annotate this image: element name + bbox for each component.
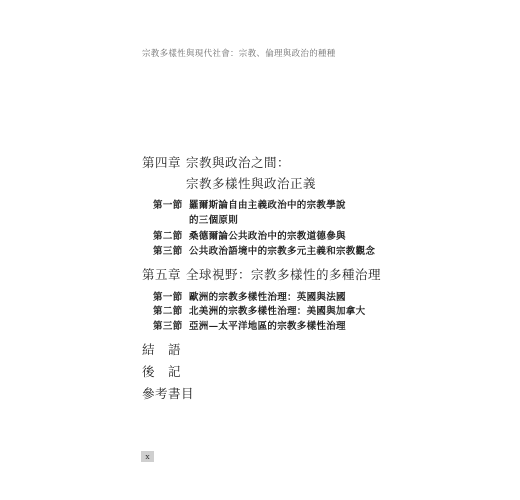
section-label: 第一節 <box>153 292 183 303</box>
section-title-line1: 羅爾斯論自由主義政治中的宗教學說 <box>189 200 346 211</box>
running-header: 宗教多樣性與現代社會：宗教、倫理與政治的種種 <box>142 49 336 59</box>
chapter-label: 第四章 <box>142 155 182 170</box>
chapter-title-line1: 宗教與政治之間： <box>186 155 291 170</box>
section-label: 第一節 <box>153 200 183 211</box>
section-title: 桑德爾論公共政治中的宗教道德參與 <box>189 231 346 242</box>
section-title: 歐洲的宗教多樣性治理：英國與法國 <box>189 292 346 303</box>
section-title: 亞洲—太平洋地區的宗教多樣性治理 <box>189 321 346 332</box>
section-label: 第三節 <box>153 246 183 257</box>
back-matter-title: 結 語 <box>142 342 182 357</box>
folio-page-number: x <box>141 451 154 462</box>
chapter-title-line2: 宗教多樣性與政治正義 <box>186 176 317 191</box>
section-label: 第三節 <box>153 321 183 332</box>
section-label: 第二節 <box>153 231 183 242</box>
section-label: 第二節 <box>153 306 183 317</box>
section-title-line2: 的三個原則 <box>189 215 239 226</box>
section-title: 公共政治語境中的宗教多元主義和宗教觀念 <box>189 246 376 257</box>
back-matter-title: 參考書目 <box>142 386 195 401</box>
section-title: 北美洲的宗教多樣性治理：美國與加拿大 <box>189 306 366 317</box>
back-matter-title: 後 記 <box>142 364 182 379</box>
chapter-label: 第五章 <box>142 267 182 282</box>
chapter-title: 全球視野：宗教多樣性的多種治理 <box>186 267 382 282</box>
